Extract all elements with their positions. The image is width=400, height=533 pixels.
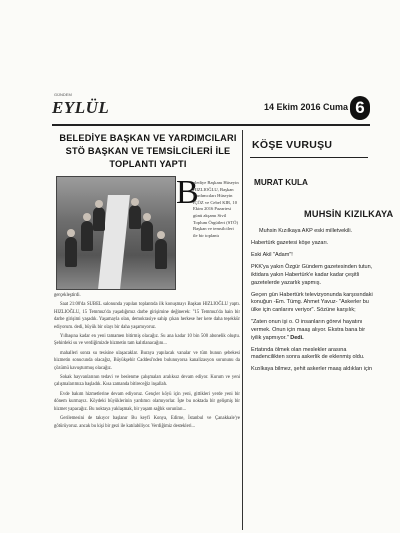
column-paragraph: "Zaten onun işi o. O insanların görevi hayatını vermek. Onun için maaş alıyor. Ekstra bana bir iyilik yapmıyor." Dedi. xyxy=(251,319,366,341)
newspaper-logo: EYLÜL xyxy=(52,98,110,117)
article-paragraph: mahalleri sonra su tesisine ulaşacaklar. Buraya yapılacak vanalar ve tüm bunun şebekesi hizmetin sonucunda olacağız, Büyükşehir Caddesi'nden bulunuyorsa kanalizasyon sorununu da çözümü kavuşturmuş olacağız. xyxy=(54,350,240,371)
article-intro: elediye Başkanı Hüseyin HIZLIOĞLU, Başkan Yardımcıları Hüseyin İÇÖZ ve Cebel KIR, 10 Ekim 2016 Pazartesi günü akşamı Sivil Toplum Örgütleri (STÖ) Başkan ve temsilcileri ile bir toplantı xyxy=(193,180,239,238)
photo-person xyxy=(93,207,105,231)
column-paragraph: Habertürk gazetesi köşe yazarı. xyxy=(251,239,329,246)
column-paragraph: Kızılkaya bilmez, şehit askerler maaş aldıkları için xyxy=(251,366,373,373)
photo-person-head xyxy=(143,213,151,221)
photo-person xyxy=(129,205,141,229)
column-divider xyxy=(242,130,243,530)
photo-person xyxy=(155,239,167,269)
article-headline: BELEDİYE BAŞKAN VE YARDIMCILARI STÖ BAŞKAN VE TEMSİLCİLERİ İLE TOPLANTI YAPTI xyxy=(59,133,237,169)
meeting-photo xyxy=(56,176,176,290)
logo-subtitle: GÜNDEM xyxy=(54,92,72,97)
photo-person-head xyxy=(83,213,91,221)
issue-date: 14 Ekim 2016 Cuma xyxy=(263,102,348,112)
column-paragraph: Muhsin Kızılkaya AKP eski milletvekili. xyxy=(259,228,353,234)
photo-person-head xyxy=(95,200,103,208)
page-number: 6 xyxy=(350,96,370,120)
photo-person xyxy=(141,221,153,251)
article-paragraph: Saat 21:00'da SUBEL salonunda yapılan toplantıda ilk konuşmayı Başkan HIZLIOĞLU yaptı. HIZLIOĞLU, 15 Temmuz'da yaşadığımız darbe girişimine değinerek: "15 Temmuz'da hain bir darbe girişimi yaşadık. Yaşamayla olan, demokrasiye sahip çıkan herkese her kere daha teşekkür ediyorum. dedi, büyük bir olayı bir daha yaşamıyoruz. xyxy=(54,302,240,330)
masthead-rule xyxy=(52,124,370,126)
column-paragraph: Eski Akil "Adam"! xyxy=(251,251,293,258)
article-paragraph: Gerilemesini de takıyor başlanır Bu keyfi Konya, Edirne, İstanbul ve Çanakkale'ye götürüyoruz. ancak bu kişi bir gezi ile katılabiliyor. Verdiğimiz destekleri... xyxy=(54,416,240,429)
article-dropcap: B xyxy=(176,174,199,211)
article-paragraph: gerçekleştirdi. xyxy=(54,293,81,298)
article-body xyxy=(54,292,240,432)
photo-person xyxy=(65,237,77,267)
section-rule xyxy=(250,157,368,158)
article-paragraph: Yılbaşına kadar en yeni tamamen bitirmiş olacağız. Su ana kadar 10 bin 500 abonelik oluştu. Şehirdeki su ve verdiğimizde hizmetin tam kalıtlanacağını... xyxy=(54,334,240,347)
column-paragraph: Geçen gün Habertürk televizyonunda karşısındaki konuğun -Em. Tümg. Ahmet Yavuz- "Askerler bu ülke için canlarını veriyor". Sözüne karşılık; xyxy=(251,291,373,314)
quote-attribution: Dedi. xyxy=(290,334,304,341)
column-body xyxy=(251,228,376,378)
article-paragraph: Sokak hayvanlarının tedavi ve beslenme çalışmaları aralıksız devam ediyor. Kurum ve yeni çalışmalarımıza başladık. Kısa zamanda bitireceğiz inşallah. xyxy=(54,375,240,388)
photo-person-head xyxy=(67,229,75,237)
column-title: MUHSİN KIZILKAYA xyxy=(304,209,394,219)
photo-person xyxy=(81,221,93,251)
photo-person-head xyxy=(131,198,139,206)
column-paragraph: Ertatında ölmek olan meslekler arasına madencilikten sonra askerlik de eklenmiş oldu. xyxy=(251,346,365,361)
article-paragraph: Evde bakım hizmetlerine devam ediyoruz. Gençler köyü için yeni, gittikleri yerde yeni bir dönem kurmayız. Köydeki büyüklerinin yardımcı olamıyorlar. İşte bu noktada bir gelişmiş bir hizmet yapacağız. Bu noktaya yaklaşmak, bir yaşam sağlık sorunları... xyxy=(54,391,240,412)
column-paragraph: PKK'ya yakın Özgür Gündem gazetesinden tutun, iktidara yakın Habertürk'e kadar kadar çeşitli gazetelerde yazarlık yapmış. xyxy=(251,263,373,286)
column-section-title: KÖŞE VURUŞU xyxy=(252,139,333,151)
column-author: MURAT KULA xyxy=(254,178,308,187)
photo-person-head xyxy=(157,231,165,239)
